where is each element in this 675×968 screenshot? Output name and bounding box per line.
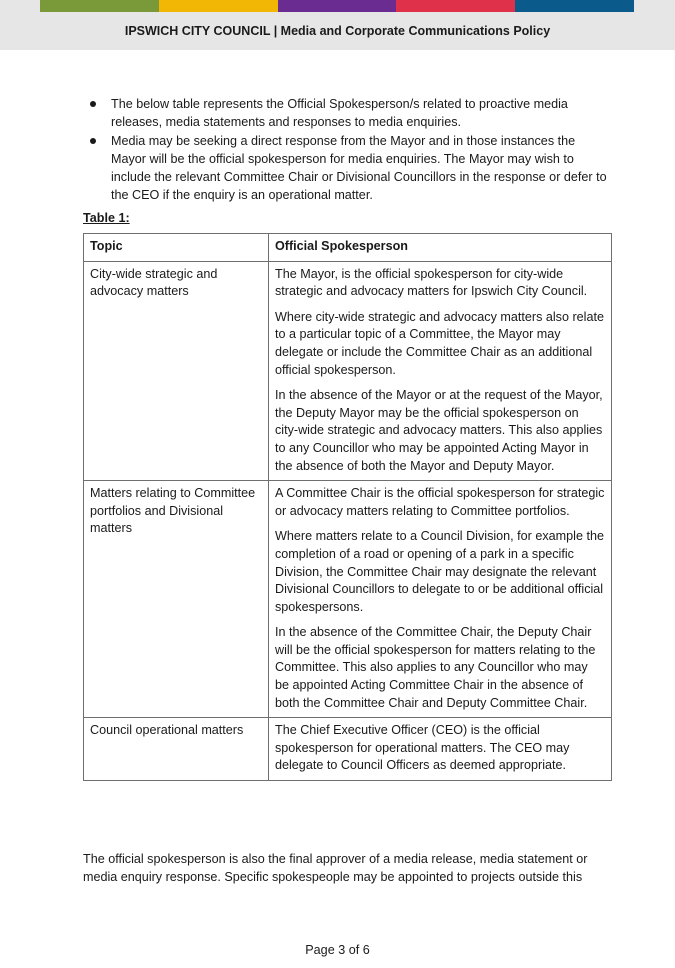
table-row (84, 718, 612, 781)
color-segment (396, 0, 515, 12)
spokesperson-cell (269, 481, 612, 718)
cell-paragraph: In the absence of the Mayor or at the request of the Mayor, the Deputy Mayor may be the official spokesperson on city-wide strategic and advocacy matters. This also applies to any Councillor who may be appointed Acting Mayor in the absence of both the Mayor and Deputy Mayor. (275, 388, 603, 473)
color-segment (159, 0, 278, 12)
page-header (0, 0, 675, 50)
bullet-list (83, 95, 613, 204)
cell-paragraph: In the absence of the Committee Chair, the Deputy Chair will be the official spokesperson for matters relating to the Committee. This also applies to any Councillor who may be appointed Acting Committee Chair in the absence of both the Committee Chair and Deputy Committee Chair. (275, 625, 596, 710)
bullet-text: The below table represents the Official Spokesperson/s related to proactive media releases, media statements and responses to media enquiries. (111, 97, 568, 129)
color-segment (278, 0, 397, 12)
page-content (83, 95, 613, 781)
topic-cell: City-wide strategic and advocacy matters (84, 261, 269, 481)
table-row (84, 481, 612, 718)
column-header-spokesperson: Official Spokesperson (269, 234, 612, 262)
bullet-icon (90, 138, 96, 144)
spokesperson-table (83, 233, 612, 781)
topic-cell: Council operational matters (84, 718, 269, 781)
document-title: IPSWICH CITY COUNCIL | Media and Corporate Communications Policy (124, 24, 551, 38)
bullet-item (83, 132, 613, 204)
column-header-topic: Topic (84, 234, 269, 262)
closing-paragraph: The official spokesperson is also the final approver of a media release, media statement or media enquiry response. Specific spokespeople may be appointed to projects outside this (83, 852, 588, 884)
cell-paragraph: Where city-wide strategic and advocacy matters also relate to a particular topic of a Committee, the Mayor may delegate or include the Committee Chair as an additional official spokesperson. (275, 309, 604, 377)
table-header-row (84, 234, 612, 262)
color-segment (40, 0, 159, 12)
bullet-icon (90, 101, 96, 107)
cell-paragraph: A Committee Chair is the official spokesperson for strategic or advocacy matters relating to Committee portfolios. (275, 486, 605, 518)
table-caption: Table 1: (83, 211, 130, 225)
bullet-text: Media may be seeking a direct response from the Mayor and in those instances the Mayor will be the official spokesperson for media enquiries. The Mayor may wish to include the relevant Committee Chair or Divisional Councillors in the response or defer to the CEO if the enquiry is an operational matter. (111, 134, 607, 202)
spokesperson-cell (269, 261, 612, 481)
cell-paragraph: The Mayor, is the official spokesperson for city-wide strategic and advocacy matters for Ipswich City Council. (275, 266, 588, 299)
cell-paragraph: Where matters relate to a Council Division, for example the completion of a road or opening of a park in a specific Division, the Committee Chair may designate the relevant Divisional Councillors to delegate to or be additional official spokespersons. (275, 529, 604, 614)
table-row (84, 261, 612, 481)
topic-cell: Matters relating to Committee portfolios and Divisional matters (84, 481, 269, 718)
brand-color-bar (40, 0, 634, 12)
bullet-item (83, 95, 613, 131)
spokesperson-cell (269, 718, 612, 781)
color-segment (515, 0, 634, 12)
page-number: Page 3 of 6 (305, 943, 370, 957)
cell-paragraph: The Chief Executive Officer (CEO) is the official spokesperson for operational matters. The CEO may delegate to Council Officers as deemed appropriate. (275, 723, 570, 773)
